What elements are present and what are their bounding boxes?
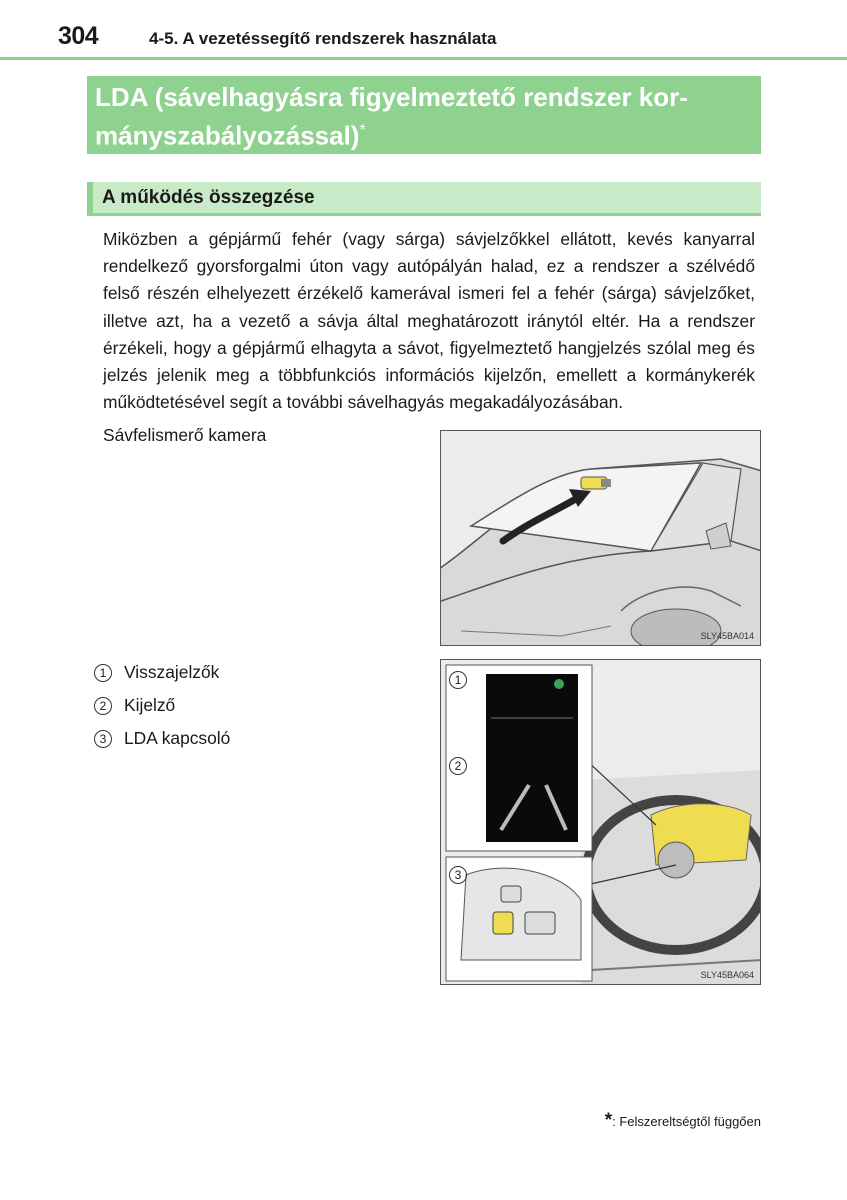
subsection-bar bbox=[87, 182, 93, 213]
callout-2: 2 bbox=[449, 757, 467, 775]
legend-item-switch bbox=[94, 722, 230, 755]
footnote-text: : Felszereltségtől függően bbox=[612, 1114, 761, 1129]
footnote-asterisk: * bbox=[604, 1110, 613, 1131]
page-title-line2: mányszabályozással) bbox=[95, 120, 360, 151]
section-breadcrumb: 4-5. A vezetéssegítő rendszerek használata bbox=[149, 29, 497, 48]
legend-item-indicators bbox=[94, 656, 230, 689]
title-asterisk: * bbox=[359, 122, 366, 139]
camera-label: Sávfelismerő kamera bbox=[103, 425, 267, 445]
subsection-banner bbox=[87, 182, 761, 216]
title-banner bbox=[87, 76, 761, 154]
page-title-line1: LDA (sávelhagyásra figyelmeztető rendszer kor- bbox=[95, 82, 688, 112]
car-camera-figure bbox=[440, 430, 761, 646]
legend-list bbox=[94, 656, 230, 755]
header-divider bbox=[0, 57, 847, 60]
legend-number: 2 bbox=[94, 697, 112, 715]
legend-label: LDA kapcsoló bbox=[124, 728, 231, 748]
legend-number: 3 bbox=[94, 730, 112, 748]
subsection-title: A működés összegzése bbox=[102, 187, 315, 208]
page-number: 304 bbox=[58, 22, 99, 50]
figure-code: SLY45BA014 bbox=[700, 631, 754, 641]
callout-3: 3 bbox=[449, 866, 467, 884]
legend-item-display bbox=[94, 689, 230, 722]
legend-label: Visszajelzők bbox=[124, 662, 220, 682]
dashboard-figure bbox=[440, 659, 761, 985]
dashboard-illustration bbox=[441, 660, 761, 985]
figure-code: SLY45BA064 bbox=[700, 970, 754, 980]
legend-label: Kijelző bbox=[124, 695, 176, 715]
callout-1: 1 bbox=[449, 671, 467, 689]
footnote bbox=[605, 1110, 761, 1132]
description-paragraph: Miközben a gépjármű fehér (vagy sárga) sávjelzőkkel ellátott, kevés kanyarral rendelkező gyorsforgalmi úton vagy autópályán halad, ez a rendszer a szélvédő felső részén elhelyezett érzékelő kamerával ismeri fel a fehér (sárga) sávjelzőket, illetve azt, ha a vezető a sávja által meghatározott iránytól eltér. Ha a rendszer érzékeli, hogy a gépjármű elhagyta a sávot, figyelmeztető hangjelzés szólal meg és jelzés jelenik meg a többfunkciós információs kijelzőn, emellett a kormánykerék működtetésével segít a további sávelhagyás megakadályozásában. bbox=[103, 229, 755, 413]
car-illustration bbox=[441, 431, 761, 646]
legend-number: 1 bbox=[94, 664, 112, 682]
page-title bbox=[95, 81, 755, 153]
